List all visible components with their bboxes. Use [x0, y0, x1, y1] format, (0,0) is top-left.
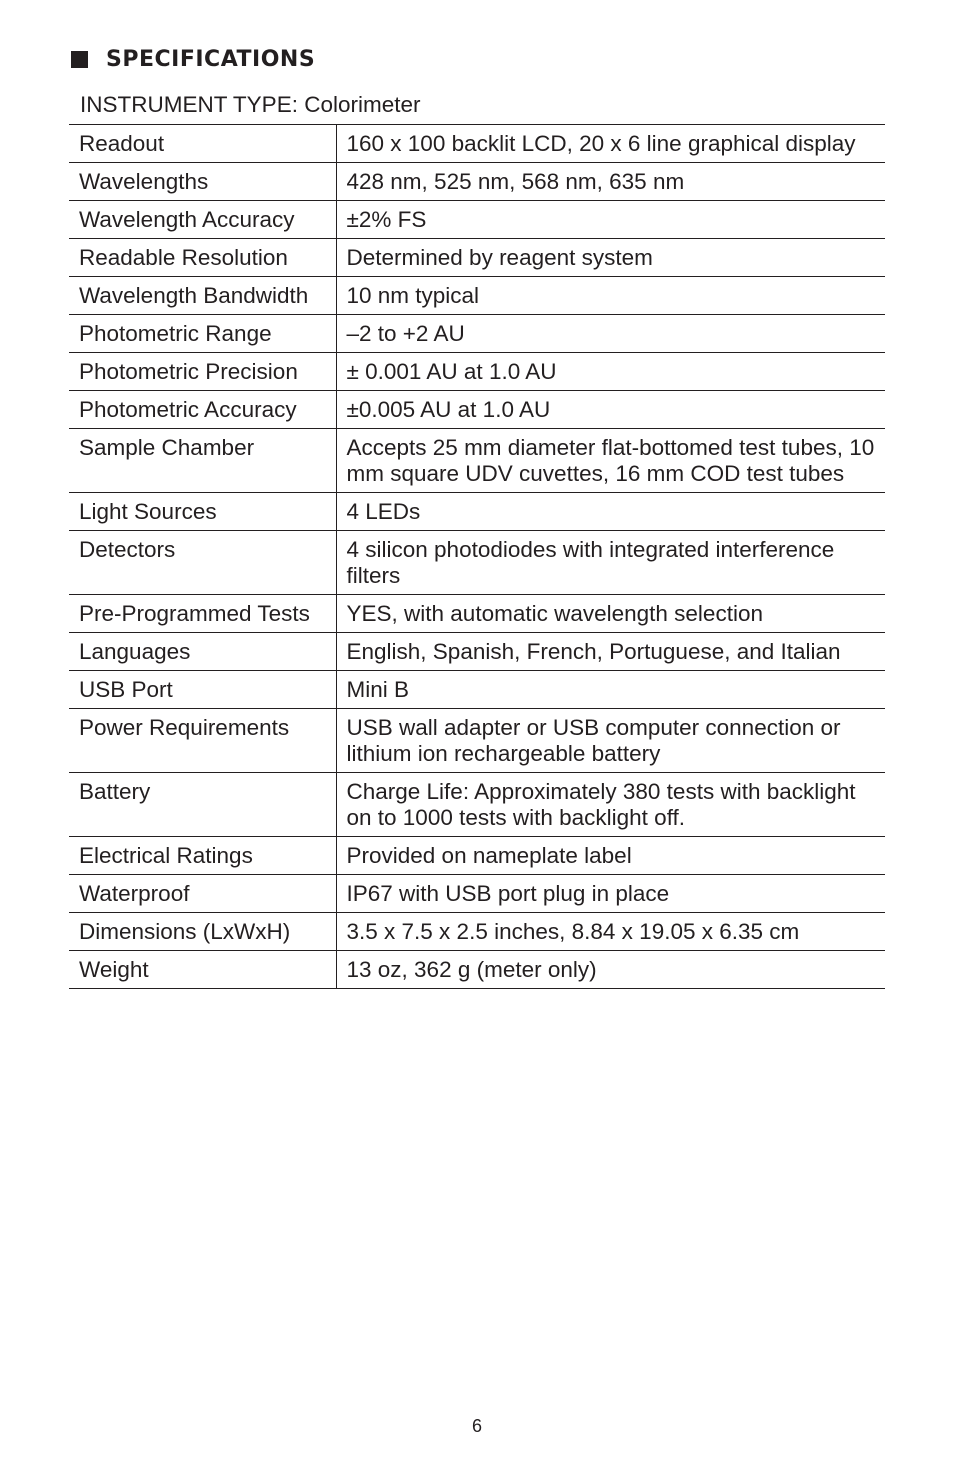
- spec-value: 428 nm, 525 nm, 568 nm, 635 nm: [336, 163, 885, 201]
- table-row: [69, 633, 885, 671]
- spec-value: ±2% FS: [336, 201, 885, 239]
- table-row: [69, 913, 885, 951]
- table-row: [69, 239, 885, 277]
- spec-value: USB wall adapter or USB computer connection or lithium ion rechargeable battery: [336, 709, 885, 773]
- table-row: [69, 595, 885, 633]
- spec-value: 13 oz, 362 g (meter only): [336, 951, 885, 989]
- spec-label: Readable Resolution: [69, 239, 336, 277]
- spec-label: Photometric Range: [69, 315, 336, 353]
- spec-label: Power Requirements: [69, 709, 336, 773]
- spec-label: Readout: [69, 125, 336, 163]
- spec-label: Electrical Ratings: [69, 837, 336, 875]
- spec-label: Battery: [69, 773, 336, 837]
- table-row: [69, 493, 885, 531]
- table-row: [69, 315, 885, 353]
- table-row: [69, 837, 885, 875]
- spec-value: YES, with automatic wavelength selection: [336, 595, 885, 633]
- spec-value: 160 x 100 backlit LCD, 20 x 6 line graphical display: [336, 125, 885, 163]
- table-row: [69, 875, 885, 913]
- page-number: 6: [471, 1416, 482, 1436]
- spec-label: Pre-Programmed Tests: [69, 595, 336, 633]
- spec-label: Wavelength Accuracy: [69, 201, 336, 239]
- table-row: [69, 429, 885, 493]
- spec-value: Determined by reagent system: [336, 239, 885, 277]
- spec-value: English, Spanish, French, Portuguese, and Italian: [336, 633, 885, 671]
- spec-label: Wavelengths: [69, 163, 336, 201]
- spec-value: 4 LEDs: [336, 493, 885, 531]
- section-title: SPECIFICATIONS: [106, 47, 316, 72]
- spec-label: Waterproof: [69, 875, 336, 913]
- spec-label: Weight: [69, 951, 336, 989]
- spec-value: –2 to +2 AU: [336, 315, 885, 353]
- table-row: [69, 125, 885, 163]
- table-row: [69, 201, 885, 239]
- spec-label: Dimensions (LxWxH): [69, 913, 336, 951]
- spec-value: Mini B: [336, 671, 885, 709]
- table-row: [69, 277, 885, 315]
- spec-value: Charge Life: Approximately 380 tests with backlight on to 1000 tests with backlight off.: [336, 773, 885, 837]
- instrument-type: INSTRUMENT TYPE: Colorimeter: [80, 92, 421, 117]
- spec-value: 3.5 x 7.5 x 2.5 inches, 8.84 x 19.05 x 6.35 cm: [336, 913, 885, 951]
- table-row: [69, 773, 885, 837]
- spec-label: USB Port: [69, 671, 336, 709]
- spec-value: Provided on nameplate label: [336, 837, 885, 875]
- spec-value: 10 nm typical: [336, 277, 885, 315]
- spec-label: Wavelength Bandwidth: [69, 277, 336, 315]
- table-row: [69, 391, 885, 429]
- spec-value: 4 silicon photodiodes with integrated interference filters: [336, 531, 885, 595]
- spec-label: Photometric Accuracy: [69, 391, 336, 429]
- spec-value: Accepts 25 mm diameter flat-bottomed test tubes, 10 mm square UDV cuvettes, 16 mm COD test tubes: [336, 429, 885, 493]
- spec-label: Detectors: [69, 531, 336, 595]
- table-row: [69, 353, 885, 391]
- spec-value: ±0.005 AU at 1.0 AU: [336, 391, 885, 429]
- spec-value: ± 0.001 AU at 1.0 AU: [336, 353, 885, 391]
- table-row: [69, 951, 885, 989]
- spec-value: IP67 with USB port plug in place: [336, 875, 885, 913]
- spec-label: Sample Chamber: [69, 429, 336, 493]
- section-heading: [71, 47, 315, 72]
- table-row: [69, 163, 885, 201]
- table-row: [69, 709, 885, 773]
- spec-label: Photometric Precision: [69, 353, 336, 391]
- table-row: [69, 531, 885, 595]
- spec-label: Languages: [69, 633, 336, 671]
- specifications-table: [69, 124, 885, 989]
- square-bullet-icon: [71, 51, 88, 68]
- spec-label: Light Sources: [69, 493, 336, 531]
- table-row: [69, 671, 885, 709]
